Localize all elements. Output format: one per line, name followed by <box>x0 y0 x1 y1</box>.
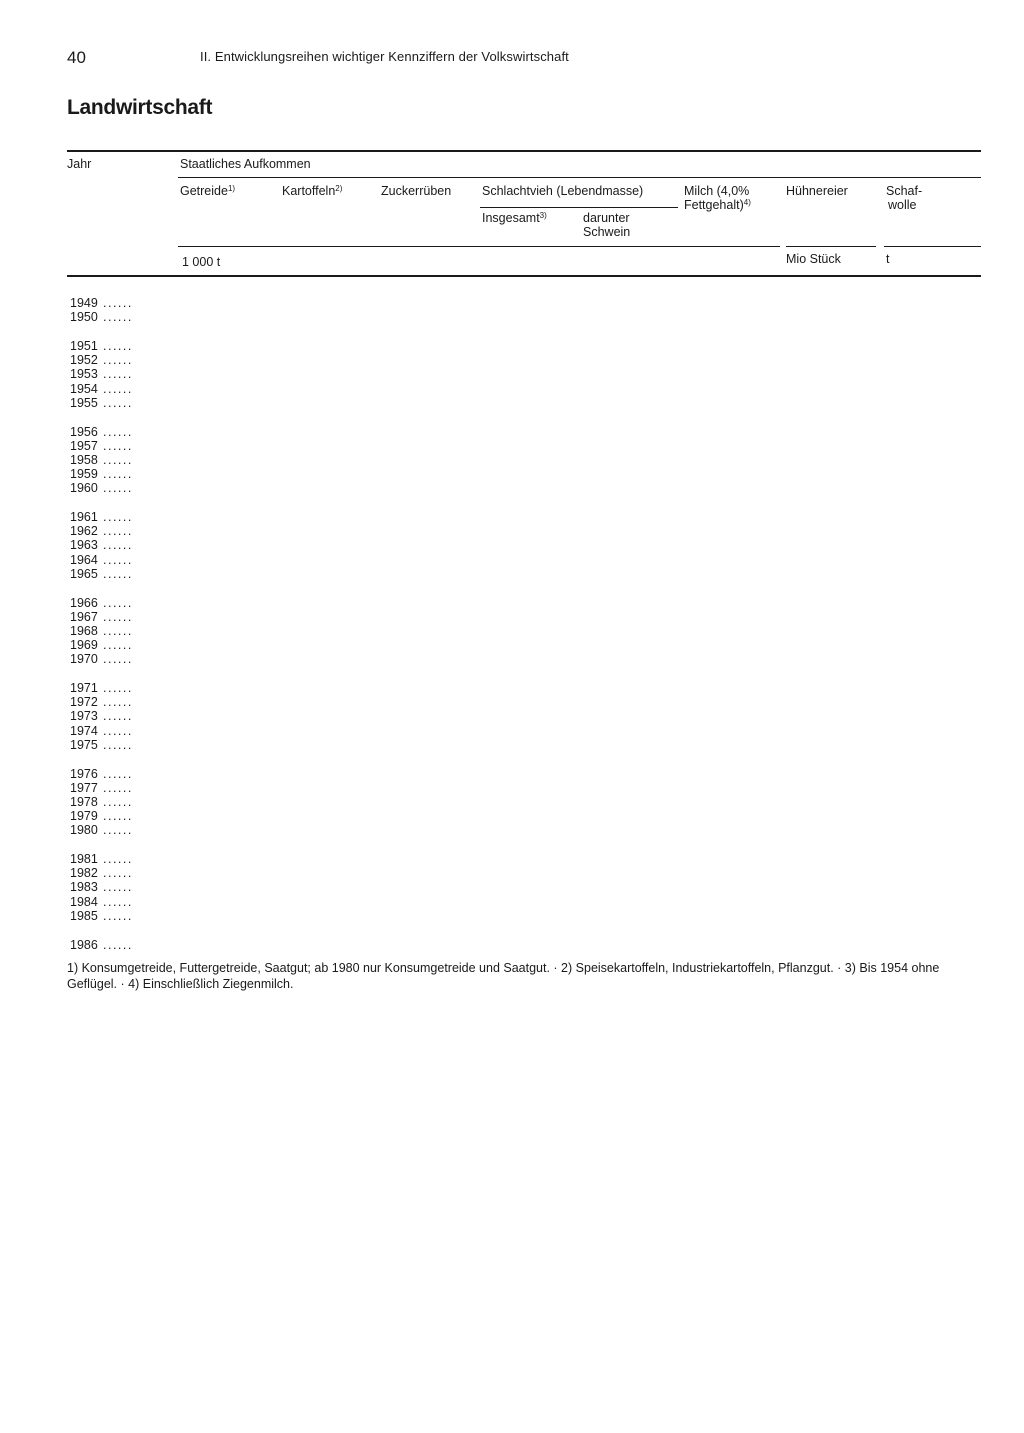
year-leader-dots: ...... <box>103 766 133 781</box>
year-leader-dots: ...... <box>103 681 133 696</box>
year-leader-dots: ...... <box>103 395 133 410</box>
year-leader-dots: ...... <box>103 866 133 881</box>
year-leader-dots: ...... <box>103 510 133 525</box>
section-title: Landwirtschaft <box>67 96 213 119</box>
running-head: II. Entwicklungsreihen wichtiger Kennziffern der Volkswirtschaft <box>200 49 569 64</box>
header-zuckerrueben: Zuckerrüben <box>381 184 452 198</box>
header-darunter-schwein: darunter Schwein <box>583 211 631 239</box>
year-cell: 1949 <box>70 296 98 310</box>
year-leader-dots: ...... <box>103 367 133 382</box>
year-leader-dots: ...... <box>103 595 133 610</box>
year-cell: 1985 <box>70 908 98 923</box>
year-leader-dots: ...... <box>103 908 133 923</box>
unit-mio-stueck: Mio Stück <box>786 252 841 266</box>
page-number: 40 <box>67 48 86 67</box>
year-cell: 1953 <box>70 367 98 382</box>
year-cell: 1984 <box>70 894 98 909</box>
year-leader-dots: ...... <box>103 424 133 439</box>
unit-1000t: 1 000 t <box>182 255 221 269</box>
year-cell: 1952 <box>70 353 98 368</box>
header-schlachtvieh: Schlachtvieh (Lebendmasse) <box>482 184 644 198</box>
year-cell: 1962 <box>70 524 98 539</box>
year-cell: 1956 <box>70 424 98 439</box>
top-rule <box>67 150 981 152</box>
header-getreide: Getreide$^{1)}$ <box>180 184 236 198</box>
year-cell: 1981 <box>70 852 98 867</box>
year-cell: 1967 <box>70 609 98 624</box>
year-leader-dots: ...... <box>103 609 133 624</box>
header-schafwolle: Schaf- wolle <box>886 184 923 212</box>
year-cell: 1966 <box>70 595 98 610</box>
year-leader-dots: ...... <box>103 652 133 667</box>
year-leader-dots: ...... <box>103 524 133 539</box>
unit-t: t <box>886 252 890 266</box>
year-leader-dots: ...... <box>103 894 133 909</box>
year-leader-dots: ...... <box>103 310 133 325</box>
year-cell: 1979 <box>70 809 98 823</box>
year-leader-dots: ...... <box>103 381 133 396</box>
year-leader-dots: ...... <box>103 481 133 496</box>
year-cell: 1972 <box>70 695 98 710</box>
year-cell: 1957 <box>70 438 98 453</box>
year-leader-dots: ...... <box>103 937 133 952</box>
unit-rule-left <box>178 246 780 247</box>
year-leader-dots: ...... <box>103 709 133 724</box>
year-cell: 1970 <box>70 652 98 667</box>
year-cell: 1977 <box>70 780 98 795</box>
year-cell: 1959 <box>70 467 98 481</box>
year-cell: 1980 <box>70 823 98 838</box>
header-insgesamt: Insgesamt$^{3)}$ <box>482 211 547 225</box>
year-leader-dots: ...... <box>103 538 133 553</box>
year-cell: 1983 <box>70 880 98 895</box>
footnote: 1) Konsumgetreide, Futtergetreide, Saatgut; ab 1980 nur Konsumgetreide und Saatgut. · 2) Speisekartoffeln, Industriekartoffeln, Pflanzgut. · 3) Bis 1954 ohne Geflügel. · 4) Einschließlich Ziegenmilch. <box>67 961 940 991</box>
year-leader-dots: ...... <box>103 467 133 481</box>
year-cell: 1978 <box>70 794 98 809</box>
year-cell: 1974 <box>70 723 98 738</box>
year-leader-dots: ...... <box>103 809 133 823</box>
year-leader-dots: ...... <box>103 623 133 638</box>
year-cell: 1954 <box>70 381 98 396</box>
year-cell: 1968 <box>70 623 98 638</box>
year-cell: 1969 <box>70 638 98 652</box>
year-leader-dots: ...... <box>103 353 133 368</box>
year-leader-dots: ...... <box>103 566 133 581</box>
year-leader-dots: ...... <box>103 737 133 752</box>
year-cell: 1963 <box>70 538 98 553</box>
year-leader-dots: ...... <box>103 723 133 738</box>
schlachtvieh-rule <box>480 207 666 208</box>
year-leader-dots: ...... <box>103 852 133 867</box>
year-cell: 1960 <box>70 481 98 496</box>
group-rule <box>178 177 981 178</box>
year-leader-dots: ...... <box>103 794 133 809</box>
year-cell: 1965 <box>70 566 98 581</box>
year-leader-dots: ...... <box>103 296 133 310</box>
year-cell: 1976 <box>70 766 98 781</box>
year-leader-dots: ...... <box>103 339 133 354</box>
unit-rule-mid <box>786 246 876 247</box>
year-cell: 1975 <box>70 737 98 752</box>
year-leader-dots: ...... <box>103 823 133 838</box>
header-bottom-rule <box>67 275 981 277</box>
year-leader-dots: ...... <box>103 880 133 895</box>
year-cell: 1950 <box>70 310 98 325</box>
year-cell: 1971 <box>70 681 98 696</box>
year-leader-dots: ...... <box>103 780 133 795</box>
header-milch: Milch (4,0% Fettgehalt)$^{4)}$ <box>684 184 751 212</box>
year-leader-dots: ...... <box>103 552 133 567</box>
year-leader-dots: ...... <box>103 438 133 453</box>
unit-rule-right <box>884 246 981 247</box>
year-cell: 1961 <box>70 510 98 525</box>
year-cell: 1955 <box>70 395 98 410</box>
header-huehnereier: Hühnereier <box>786 184 848 198</box>
header-kartoffeln: Kartoffeln$^{2)}$ <box>282 184 343 198</box>
header-jahr: Jahr <box>67 157 92 171</box>
year-cell: 1964 <box>70 552 98 567</box>
year-cell: 1951 <box>70 339 98 354</box>
year-leader-dots: ...... <box>103 638 133 652</box>
year-leader-dots: ...... <box>103 695 133 710</box>
year-cell: 1958 <box>70 452 98 467</box>
milch-underline <box>666 207 678 208</box>
year-cell: 1986 <box>70 937 98 952</box>
year-cell: 1982 <box>70 866 98 881</box>
header-staatliches-aufkommen: Staatliches Aufkommen <box>180 157 311 171</box>
year-leader-dots: ...... <box>103 452 133 467</box>
year-cell: 1973 <box>70 709 98 724</box>
